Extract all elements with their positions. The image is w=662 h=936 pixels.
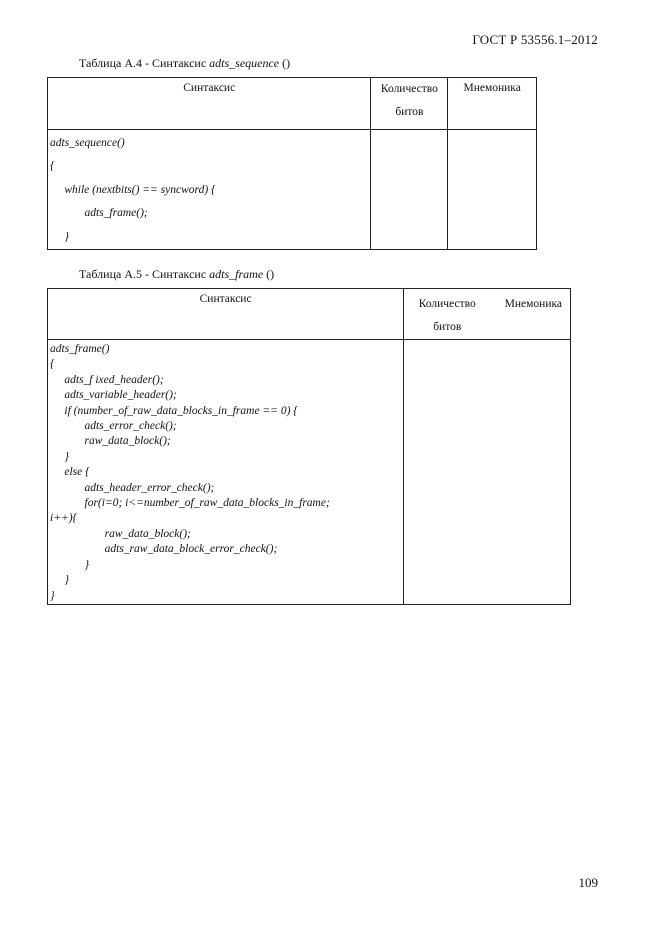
table-a5-code: adts_frame() { adts_f ixed_header(); adts_variable_header(); if (number_of_raw_data_blocks_in_frame == 0) { adts_error_check(); raw_data_block(); } else { adts_header_error_check(); for(i=0; i<=number_of_raw_data_blocks_in_frame; i++){ raw_data_block(); adts_raw_data_block_error_check(); } } } (50, 343, 330, 602)
table-a5-mnemonic-header: Мнемоника (504, 298, 562, 310)
table-a4-caption-name: adts_sequence (209, 56, 280, 70)
table-a4-caption-prefix: Таблица А.4 - Синтаксис (79, 56, 210, 70)
table-a5-syntax-header: Синтаксис (48, 289, 404, 340)
table-a5-caption-name: adts_frame (209, 267, 264, 281)
table-a5-bits-header (412, 293, 482, 339)
table-a4-mnemonic-cell (448, 130, 537, 250)
table-a5-header-split (404, 293, 570, 339)
table-a4-mnemonic-header: Мнемоника (448, 78, 537, 130)
table-a4-caption-suffix: () (279, 56, 291, 70)
document-standard-header: ГОСТ Р 53556.1–2012 (472, 32, 598, 47)
table-a4-body-row (48, 130, 537, 250)
table-a5-caption-suffix: () (263, 267, 275, 281)
table-a4-header-row (48, 78, 537, 130)
table-a5-bits-mnemonic-header (404, 289, 571, 340)
table-a4-syntax-header: Синтаксис (48, 78, 371, 130)
table-a5-body-row (48, 340, 571, 605)
table-a4-bits-header (371, 78, 448, 130)
table-a5-header-row (48, 289, 571, 340)
table-a5 (47, 288, 571, 605)
table-a4 (47, 77, 537, 250)
table-a5-caption (79, 267, 274, 282)
table-a4-code: adts_sequence() { while (nextbits() == syncword) { adts_frame(); } (50, 137, 216, 243)
table-a5-caption-prefix: Таблица А.5 - Синтаксис (79, 267, 210, 281)
table-a5-bits-header-line2: битов (433, 321, 462, 333)
table-a4-syntax-cell (48, 130, 371, 250)
table-a5-bits-mnemonic-cell (404, 340, 571, 605)
table-a4-caption (79, 56, 290, 71)
table-a4-bits-header-line2: битов (395, 106, 424, 118)
table-a5-bits-header-line1: Количество (418, 298, 476, 310)
table-a4-bits-header-line1: Количество (380, 83, 438, 95)
table-a5-syntax-cell (48, 340, 404, 605)
table-a4-bits-cell (371, 130, 448, 250)
page-number: 109 (578, 875, 598, 890)
